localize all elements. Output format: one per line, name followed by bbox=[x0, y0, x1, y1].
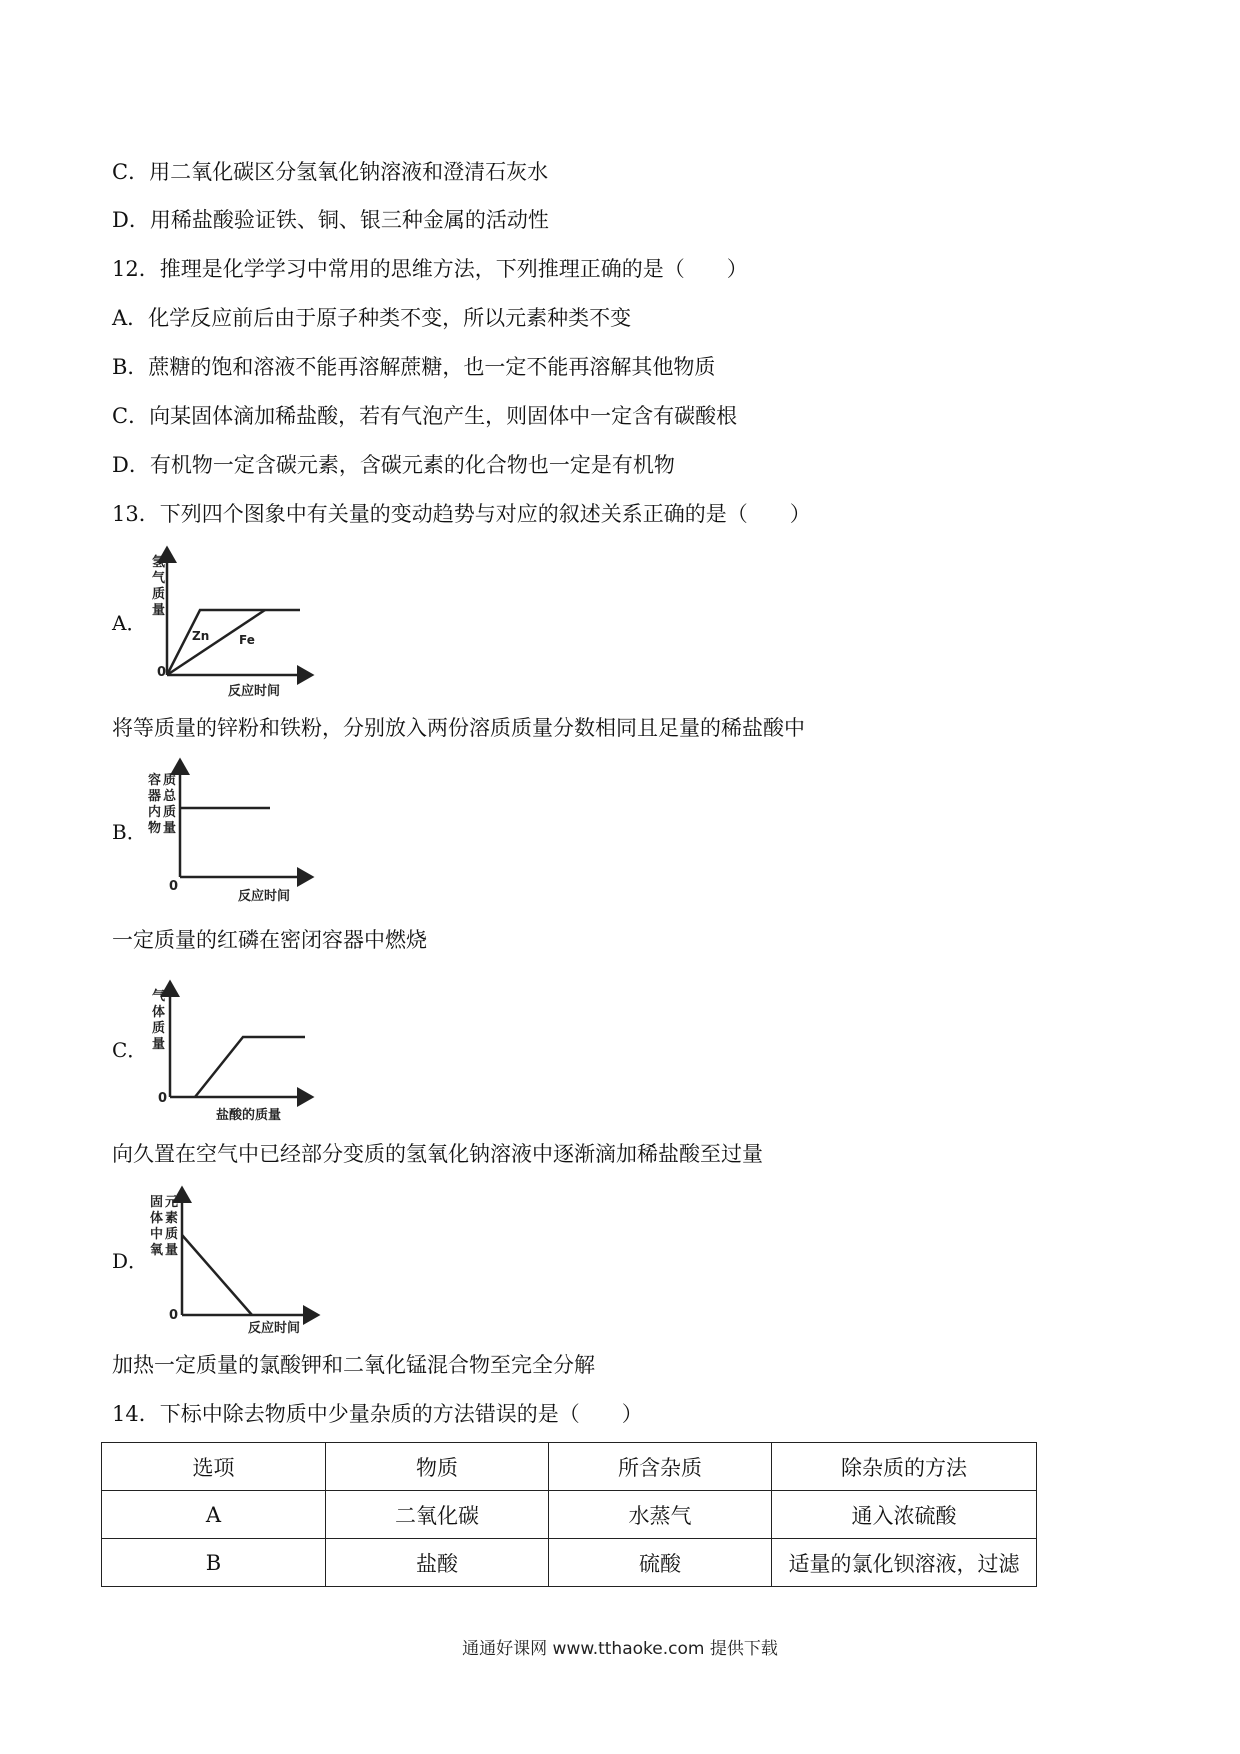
q12-option-a: A．化学反应前后由于原子种类不变，所以元素种类不变 bbox=[112, 306, 632, 330]
graph-b-ylabel-c1-3: 物 bbox=[148, 821, 162, 836]
graph-c-ylabel-1: 体 bbox=[152, 1005, 166, 1020]
table-row bbox=[102, 1539, 1037, 1587]
graph-a-ylabel-1: 气 bbox=[152, 571, 166, 586]
table-row bbox=[102, 1491, 1037, 1539]
q11-option-d: D．用稀盐酸验证铁、铜、银三种金属的活动性 bbox=[112, 208, 549, 232]
graph-c-ylabel-3: 量 bbox=[152, 1037, 166, 1052]
table-cell: 二氧化碳 bbox=[326, 1491, 549, 1539]
graph-b-ylabel-c2-0: 质 bbox=[163, 773, 177, 788]
graph-d-xlabel: 反应时间 bbox=[248, 1321, 301, 1336]
table-cell: 适量的氯化钡溶液，过滤 bbox=[772, 1539, 1037, 1587]
q12-stem: 12．推理是化学学习中常用的思维方法，下列推理正确的是（ ） bbox=[112, 257, 748, 281]
graph-b-label: B． bbox=[112, 820, 147, 844]
graph-c-ylabel-2: 质 bbox=[152, 1021, 166, 1036]
graph-c bbox=[140, 972, 320, 1127]
table-cell: B bbox=[102, 1539, 326, 1587]
graph-a-label: A． bbox=[112, 611, 147, 635]
graph-a-series-zn: Zn bbox=[192, 629, 210, 643]
graph-c-caption: 向久置在空气中已经部分变质的氢氧化钠溶液中逐渐滴加稀盐酸至过量 bbox=[112, 1142, 763, 1166]
graph-d-ylabel-c2-1: 素 bbox=[165, 1211, 179, 1226]
graph-d-ylabel-c1-0: 固 bbox=[150, 1195, 164, 1210]
graph-b-ylabel-c1-1: 器 bbox=[148, 789, 162, 804]
graph-b bbox=[140, 752, 320, 904]
graph-b-ylabel-c1-2: 内 bbox=[148, 805, 162, 820]
table-cell: 水蒸气 bbox=[549, 1491, 772, 1539]
table-header-cell: 所含杂质 bbox=[549, 1443, 772, 1491]
table-header-cell: 物质 bbox=[326, 1443, 549, 1491]
q13-stem: 13．下列四个图象中有关量的变动趋势与对应的叙述关系正确的是（ ） bbox=[112, 502, 811, 526]
graph-d-caption: 加热一定质量的氯酸钾和二氧化锰混合物至完全分解 bbox=[112, 1353, 595, 1377]
graph-a bbox=[140, 540, 320, 710]
q12-option-b: B．蔗糖的饱和溶液不能再溶解蔗糖，也一定不能再溶解其他物质 bbox=[112, 355, 716, 379]
graph-a-ylabel-0: 氢 bbox=[152, 555, 166, 570]
graph-c-xlabel: 盐酸的质量 bbox=[216, 1108, 282, 1123]
graph-d-ylabel-c1-3: 氧 bbox=[150, 1243, 164, 1258]
graph-c-curve bbox=[195, 1037, 305, 1097]
graph-d-decline-line bbox=[182, 1235, 252, 1315]
graph-c-origin: 0 bbox=[158, 1091, 168, 1106]
graph-a-ylabel-3: 量 bbox=[152, 603, 166, 618]
graph-a-caption: 将等质量的锌粉和铁粉，分别放入两份溶质质量分数相同且足量的稀盐酸中 bbox=[112, 716, 805, 740]
q14-stem: 14．下标中除去物质中少量杂质的方法错误的是（ ） bbox=[112, 1402, 643, 1426]
graph-d bbox=[140, 1180, 325, 1340]
page-footer: 通通好课网 www.tthaoke.com 提供下载 bbox=[462, 1639, 778, 1659]
graph-a-ylabel-2: 质 bbox=[152, 587, 166, 602]
graph-b-ylabel-c1-0: 容 bbox=[148, 773, 162, 788]
graph-d-ylabel-c2-3: 量 bbox=[165, 1243, 179, 1258]
graph-b-xlabel: 反应时间 bbox=[238, 889, 291, 904]
table-cell: 通入浓硫酸 bbox=[772, 1491, 1037, 1539]
graph-d-label: D． bbox=[112, 1249, 149, 1273]
table-cell: A bbox=[102, 1491, 326, 1539]
table-cell: 盐酸 bbox=[326, 1539, 549, 1587]
graph-b-ylabel-c2-2: 质 bbox=[163, 805, 177, 820]
impurity-table bbox=[101, 1442, 1037, 1587]
q12-option-d: D．有机物一定含碳元素，含碳元素的化合物也一定是有机物 bbox=[112, 453, 675, 477]
graph-c-ylabel-0: 气 bbox=[152, 989, 166, 1004]
table-header-cell: 选项 bbox=[102, 1443, 326, 1491]
q12-option-c: C．向某固体滴加稀盐酸，若有气泡产生，则固体中一定含有碳酸根 bbox=[112, 404, 738, 428]
graph-c-label: C． bbox=[112, 1038, 148, 1062]
table-header-cell: 除杂质的方法 bbox=[772, 1443, 1037, 1491]
graph-a-series-fe: Fe bbox=[239, 633, 255, 647]
graph-a-origin: 0 bbox=[157, 665, 167, 680]
graph-d-ylabel-c1-2: 中 bbox=[150, 1227, 164, 1242]
graph-d-ylabel-c2-0: 元 bbox=[165, 1195, 179, 1210]
graph-d-ylabel-c2-2: 质 bbox=[165, 1227, 179, 1242]
q11-option-c: C．用二氧化碳区分氢氧化钠溶液和澄清石灰水 bbox=[112, 160, 549, 184]
graph-b-origin: 0 bbox=[169, 879, 179, 894]
graph-b-caption: 一定质量的红磷在密闭容器中燃烧 bbox=[112, 928, 427, 952]
graph-d-origin: 0 bbox=[169, 1308, 179, 1323]
graph-a-zn-line bbox=[167, 610, 300, 675]
table-header-row bbox=[102, 1443, 1037, 1491]
table-cell: 硫酸 bbox=[549, 1539, 772, 1587]
graph-d-ylabel-c1-1: 体 bbox=[150, 1211, 164, 1226]
graph-a-xlabel: 反应时间 bbox=[228, 684, 281, 699]
graph-b-ylabel-c2-1: 总 bbox=[163, 789, 177, 804]
graph-b-ylabel-c2-3: 量 bbox=[163, 821, 177, 836]
